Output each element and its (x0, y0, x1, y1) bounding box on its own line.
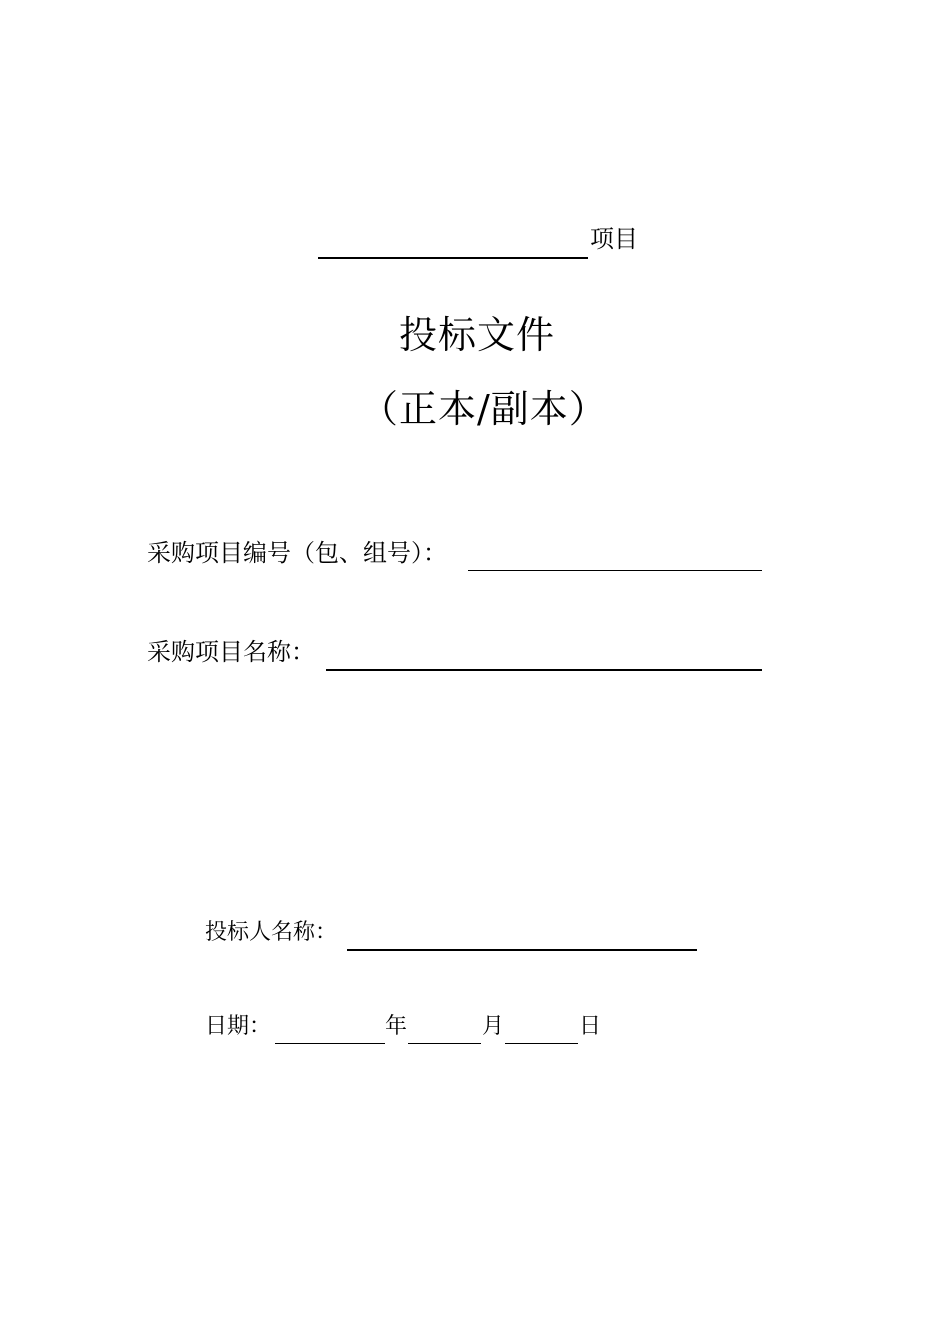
date-label: 日期： (205, 1014, 272, 1039)
document-title: 投标文件 (399, 313, 556, 357)
procurement-name-label: 采购项目名称： (147, 638, 315, 666)
bidder-name-line[interactable] (347, 949, 697, 951)
date-year-label: 年 (385, 1014, 408, 1039)
procurement-number-line[interactable] (468, 570, 762, 571)
procurement-name-line[interactable] (326, 669, 762, 671)
date-day-label: 日 (579, 1014, 602, 1039)
date-month-line[interactable] (408, 1043, 481, 1044)
project-suffix-label: 项目 (590, 225, 638, 253)
document-subtitle: （正本/副本） (360, 387, 608, 431)
procurement-number-label: 采购项目编号（包、组号）： (147, 539, 447, 567)
date-year-line[interactable] (275, 1043, 385, 1044)
date-month-label: 月 (482, 1014, 505, 1039)
project-name-line[interactable] (318, 257, 588, 259)
date-day-line[interactable] (505, 1043, 578, 1044)
bidder-name-label: 投标人名称： (205, 920, 338, 945)
